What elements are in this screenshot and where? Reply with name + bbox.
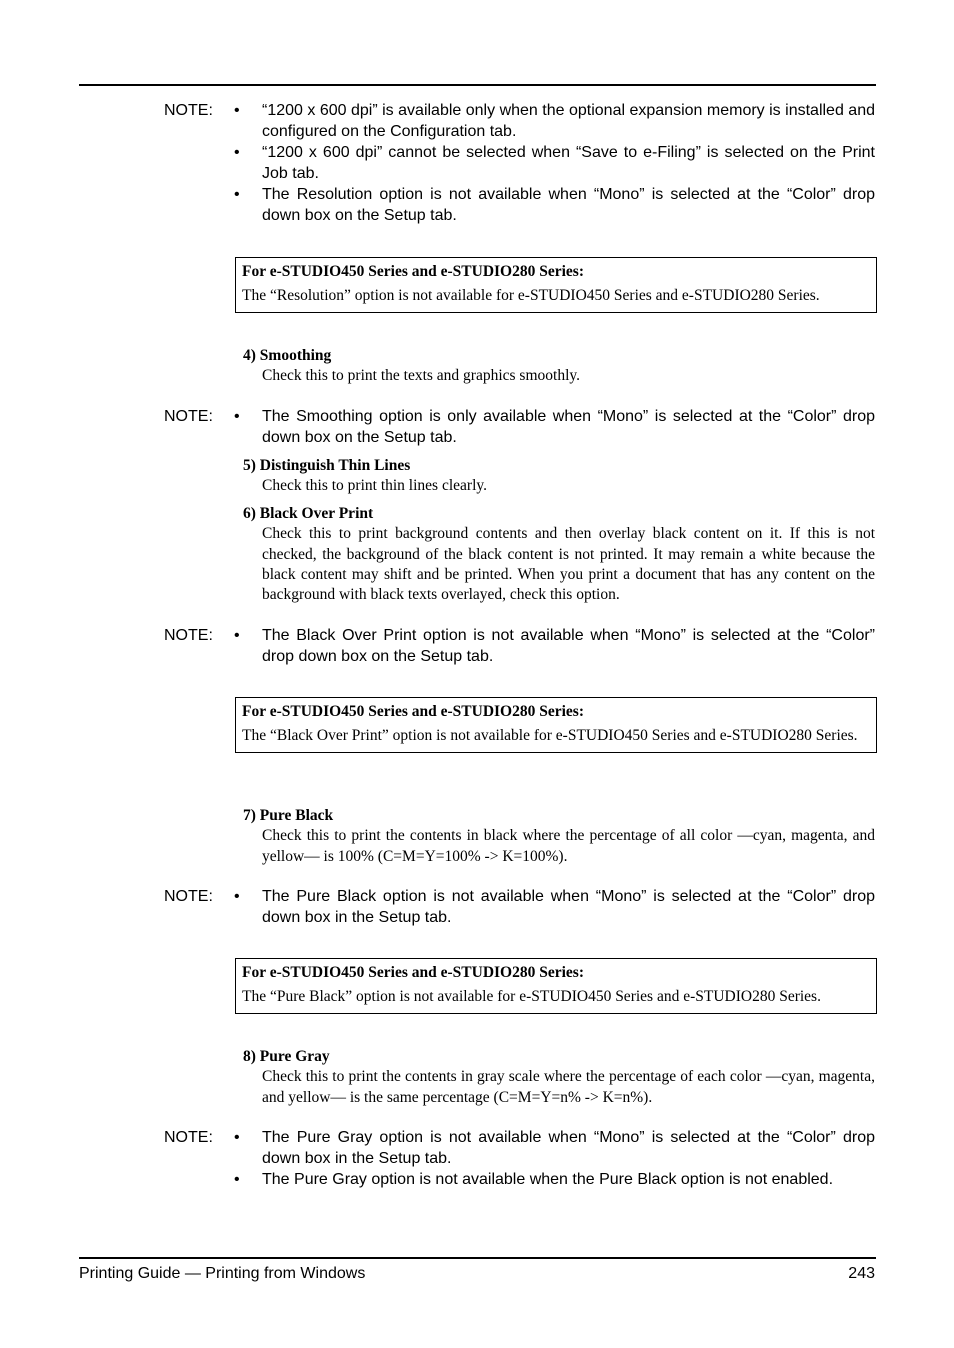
option-body: Check this to print the contents in black where the percentage of all color —cyan, magenta, and yellow— is 100% (C=M=Y=100% -> K=100%). bbox=[262, 827, 875, 865]
box-title: For e-STUDIO450 Series and e-STUDIO280 Series: bbox=[242, 703, 584, 720]
note-label: NOTE: bbox=[164, 408, 213, 425]
option-title: 8) Pure Gray bbox=[243, 1048, 330, 1065]
note-list bbox=[234, 100, 875, 226]
page-number: 243 bbox=[848, 1265, 875, 1282]
list-item: • The Resolution option is not available when “Mono” is selected at the “Color” drop down box on the Setup tab. bbox=[234, 186, 875, 224]
list-item: • The Pure Black option is not available when “Mono” is selected at the “Color” drop down box in the Setup tab. bbox=[234, 888, 875, 926]
note-list bbox=[234, 1127, 875, 1190]
list-item: • “1200 x 600 dpi” is available only when the optional expansion memory is installed and configured on the Configuration tab. bbox=[234, 102, 875, 140]
bullet-icon: • bbox=[234, 888, 240, 905]
note-list bbox=[234, 625, 875, 667]
list-item: • The Pure Gray option is not available when “Mono” is selected at the “Color” drop down box in the Setup tab. bbox=[234, 1129, 875, 1167]
bullet-icon: • bbox=[234, 1129, 240, 1146]
option-title: 6) Black Over Print bbox=[243, 505, 374, 522]
box-title: For e-STUDIO450 Series and e-STUDIO280 Series: bbox=[242, 263, 584, 280]
series-box bbox=[235, 958, 877, 1014]
option-body: Check this to print the texts and graphics smoothly. bbox=[262, 367, 580, 385]
series-box bbox=[235, 697, 877, 753]
box-body: The “Pure Black” option is not available for e-STUDIO450 Series and e-STUDIO280 Series. bbox=[242, 988, 821, 1005]
option-distinguish-thin-lines bbox=[243, 456, 875, 497]
bullet-icon: • bbox=[234, 186, 240, 203]
box-body: The “Black Over Print” option is not available for e-STUDIO450 Series and e-STUDIO280 Series. bbox=[242, 727, 858, 744]
list-item: • The Black Over Print option is not available when “Mono” is selected at the “Color” drop down box on the Setup tab. bbox=[234, 627, 875, 665]
footer-title: Printing Guide — Printing from Windows bbox=[79, 1265, 366, 1282]
box-title: For e-STUDIO450 Series and e-STUDIO280 Series: bbox=[242, 964, 584, 981]
header-rule bbox=[79, 84, 876, 86]
box-body: The “Resolution” option is not available for e-STUDIO450 Series and e-STUDIO280 Series. bbox=[242, 287, 820, 304]
option-body: Check this to print the contents in gray scale where the percentage of each color —cyan, magenta, and yellow— is the same percentage (C=M=Y=n% -> K=n%). bbox=[262, 1068, 875, 1106]
note-label: NOTE: bbox=[164, 102, 213, 119]
option-body: Check this to print background contents and then overlay black content on it. If this is not checked, the background of the black content is not printed. It may remain a white because the black content may shift and be printed. When you print a document that has any content on the background with black texts overlayed, check this option. bbox=[262, 525, 875, 604]
note-label: NOTE: bbox=[164, 1129, 213, 1146]
note-list bbox=[234, 886, 875, 928]
option-title: 7) Pure Black bbox=[243, 807, 334, 824]
note-list bbox=[234, 406, 875, 448]
series-box bbox=[235, 257, 877, 313]
option-smoothing bbox=[243, 346, 875, 387]
option-title: 4) Smoothing bbox=[243, 347, 332, 364]
list-item: • The Pure Gray option is not available when the Pure Black option is not enabled. bbox=[234, 1171, 834, 1188]
list-item: • “1200 x 600 dpi” cannot be selected when “Save to e-Filing” is selected on the Print Job tab. bbox=[234, 144, 875, 182]
option-title: 5) Distinguish Thin Lines bbox=[243, 457, 411, 474]
bullet-icon: • bbox=[234, 627, 240, 644]
option-pure-black bbox=[243, 806, 875, 867]
list-item: • The Smoothing option is only available when “Mono” is selected at the “Color” drop down box on the Setup tab. bbox=[234, 408, 875, 446]
bullet-icon: • bbox=[234, 102, 240, 119]
bullet-icon: • bbox=[234, 408, 240, 425]
bullet-icon: • bbox=[234, 144, 240, 161]
option-black-over-print bbox=[243, 504, 875, 605]
note-label: NOTE: bbox=[164, 888, 213, 905]
option-pure-gray bbox=[243, 1047, 875, 1108]
option-body: Check this to print thin lines clearly. bbox=[262, 477, 487, 495]
footer-rule bbox=[79, 1257, 876, 1259]
note-label: NOTE: bbox=[164, 627, 213, 644]
bullet-icon: • bbox=[234, 1171, 240, 1188]
